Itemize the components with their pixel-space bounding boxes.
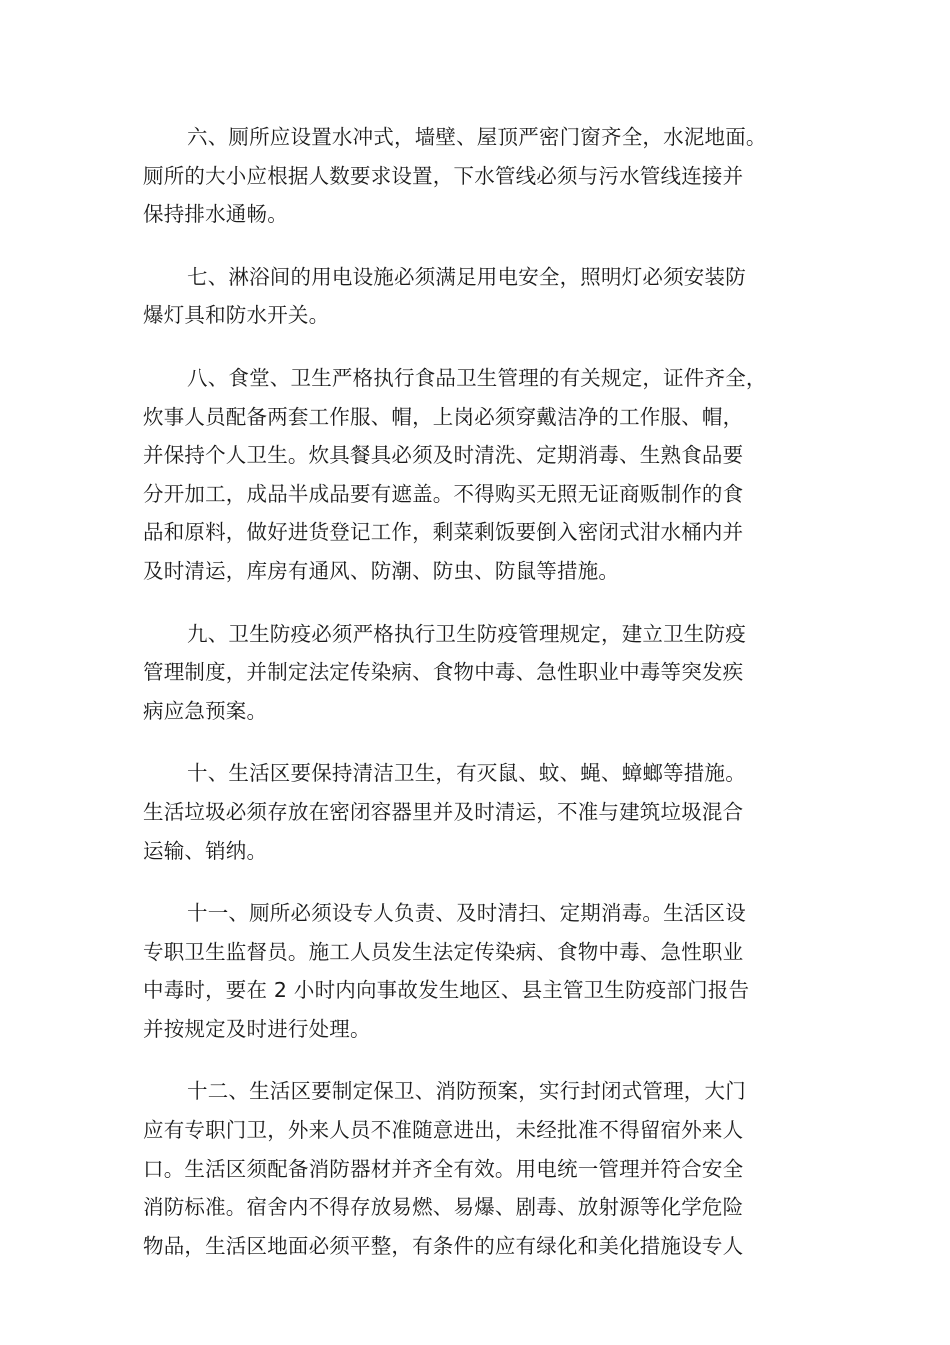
paragraph-8	[143, 359, 773, 591]
text-line: 并按规定及时进行处理。	[143, 1016, 371, 1041]
text-line: 十一、厕所必须设专人负责、及时清扫、定期消毒。生活区设	[187, 901, 746, 926]
text-line: 八、食堂、卫生严格执行食品卫生管理的有关规定，证件齐全，	[187, 365, 767, 390]
text-line: 保持排水通畅。	[143, 202, 288, 227]
paragraph-9	[143, 615, 773, 731]
text-line: 及时清运，库房有通风、防潮、防虫、防鼠等措施。	[143, 558, 620, 583]
text-line: 管理制度，并制定法定传染病、食物中毒、急性职业中毒等突发疾	[143, 660, 744, 685]
text-line: 生活垃圾必须存放在密闭容器里并及时清运，不准与建筑垃圾混合	[143, 799, 744, 824]
text-line: 口。生活区须配备消防器材并齐全有效。用电统一管理并符合安全	[143, 1156, 744, 1181]
text-line: 并保持个人卫生。炊具餐具必须及时清洗、定期消毒、生熟食品要	[143, 443, 744, 468]
document-body	[143, 118, 773, 1289]
text-line: 消防标准。宿舍内不得存放易燃、易爆、剧毒、放射源等化学危险	[143, 1195, 744, 1220]
text-line: 炊事人员配备两套工作服、帽，上岗必须穿戴洁净的工作服、帽，	[143, 404, 744, 429]
text-line: 九、卫生防疫必须严格执行卫生防疫管理规定，建立卫生防疫	[187, 621, 746, 646]
paragraph-11	[143, 894, 773, 1048]
text-line: 病应急预案。	[143, 698, 268, 723]
text-line: 七、淋浴间的用电设施必须满足用电安全，照明灯必须安装防	[187, 264, 746, 289]
text-line: 专职卫生监督员。施工人员发生法定传染病、食物中毒、急性职业	[143, 939, 744, 964]
text-line: 分开加工，成品半成品要有遮盖。不得购买无照无证商贩制作的食	[143, 481, 744, 506]
text-line: 厕所的大小应根据人数要求设置，下水管线必须与污水管线连接并	[143, 163, 744, 188]
paragraph-6	[143, 118, 773, 234]
text-line: 物品，生活区地面必须平整，有条件的应有绿化和美化措施设专人	[143, 1233, 744, 1258]
text-line: 品和原料，做好进货登记工作，剩菜剩饭要倒入密闭式泔水桶内并	[143, 520, 744, 545]
text-line: 十、生活区要保持清洁卫生，有灭鼠、蚊、蝇、蟑螂等措施。	[187, 761, 746, 786]
text-line: 爆灯具和防水开关。	[143, 303, 330, 328]
paragraph-10	[143, 754, 773, 870]
text-line: 应有专职门卫，外来人员不准随意进出，未经批准不得留宿外来人	[143, 1118, 744, 1143]
paragraph-12	[143, 1072, 773, 1265]
paragraph-7	[143, 258, 773, 335]
text-line: 十二、生活区要制定保卫、消防预案，实行封闭式管理，大门	[187, 1079, 746, 1104]
text-line: 六、厕所应设置水冲式，墙壁、屋顶严密门窗齐全，水泥地面。	[187, 125, 767, 149]
text-line: 中毒时，要在 2 小时内向事故发生地区、县主管卫生防疫部门报告	[143, 978, 750, 1003]
text-line: 运输、销纳。	[143, 838, 268, 863]
